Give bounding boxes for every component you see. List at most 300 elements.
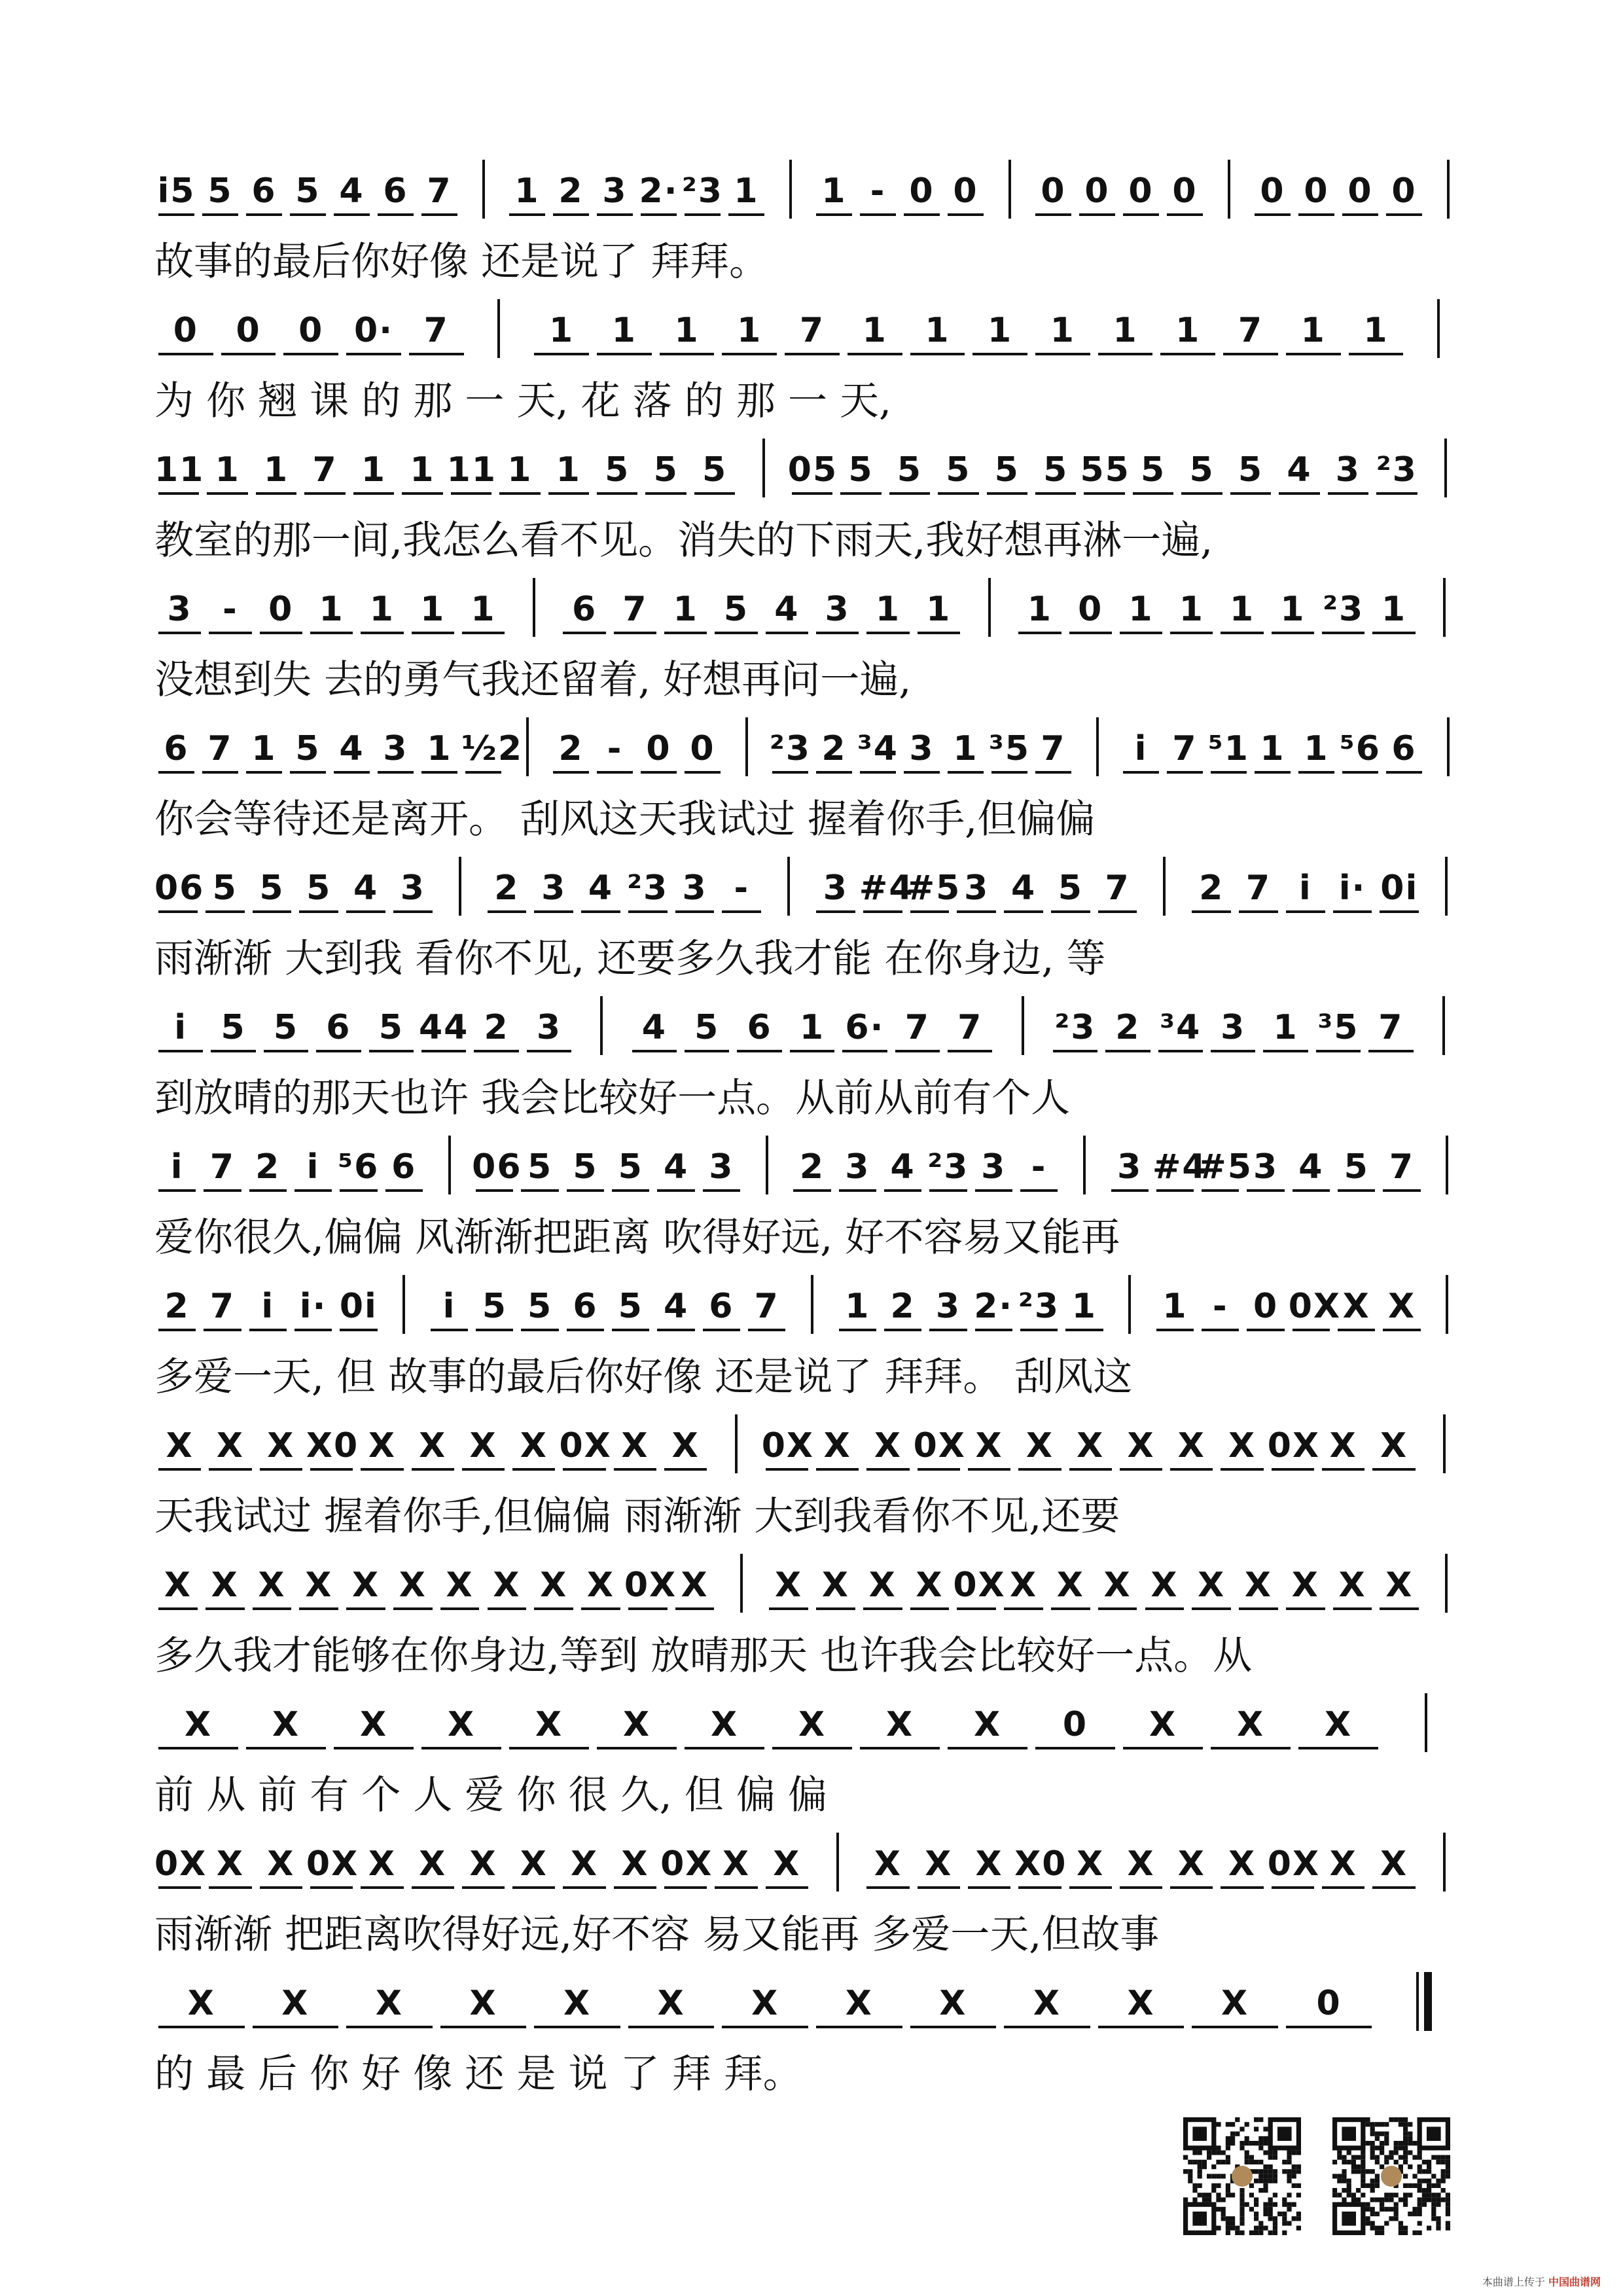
note-underline [722,2026,808,2028]
note: 1 [1363,311,1389,350]
note-underline [1202,1189,1239,1192]
note: 0 [909,171,935,211]
qr-module [1249,2193,1254,2197]
qr-module [1380,2122,1384,2126]
note: 06 [472,1147,522,1187]
note: 2 [558,729,584,768]
note: X [1103,1566,1132,1605]
qr-module [1351,2169,1356,2174]
note: X [681,1566,709,1605]
note-underline [918,1886,960,1889]
bar-line [1228,160,1230,219]
qr-module [1389,2207,1393,2212]
qr-module [1399,2164,1403,2169]
note: 0X [1267,1426,1321,1465]
qr-module [1384,2207,1389,2212]
qr-module [1418,2197,1422,2202]
note: 1 [1162,1287,1188,1326]
qr-module [1380,2231,1384,2235]
note: 1 [556,450,581,490]
qr-module [1436,2155,1440,2160]
qr-module [1221,2150,1226,2155]
note: 06 [154,869,205,908]
qr-module [1183,2155,1188,2160]
final-bar-thin [1416,1972,1419,2031]
qr-module [1254,2169,1258,2174]
qr-module [1254,2179,1258,2183]
bar-line [1445,857,1448,916]
qr-module [1365,2117,1370,2122]
note-underline [409,353,464,355]
note-underline [1111,1189,1149,1192]
qr-module [1380,2150,1384,2155]
note-underline [816,910,855,913]
note: 5 [295,171,321,211]
note: 7 [1041,729,1066,768]
qr-module [1403,2126,1408,2131]
note: 7 [427,171,452,211]
note: ⁵6 [338,1147,380,1187]
bar-line [448,1136,451,1194]
qr-module [1427,2169,1431,2174]
qr-module [1263,2174,1268,2178]
lyrics-line: 多久我才能够在你身边,等到 放晴那天 也许我会比较好一点。从 [154,1633,1253,1679]
qr-module [1273,2202,1277,2207]
qr-module [1263,2150,1268,2155]
qr-module [1332,2174,1337,2178]
note-underline [957,1607,996,1610]
note: 1 [737,311,762,350]
qr-module [1403,2226,1408,2231]
notation-row [154,145,1470,217]
qr-module [1263,2164,1268,2169]
note: 3 [935,1287,961,1326]
lyrics-line: 多爱一天, 但 故事的最后你好像 还是说了 拜拜。 刮风这 [154,1354,1133,1400]
qr-module [1287,2207,1291,2212]
qr-module [1380,2226,1384,2231]
note: 5 [1141,450,1166,490]
note: 1 [862,311,887,350]
note-underline [421,1747,501,1749]
qr-module [1245,2122,1249,2126]
note: X [671,1426,700,1465]
qr-module [1347,2188,1351,2193]
note-underline [1293,1189,1330,1192]
note: 0i [339,1287,378,1326]
note: X [823,1426,851,1465]
qr-module [1211,2183,1216,2188]
qr-module [1384,2221,1389,2225]
note: #5 [1198,1147,1253,1187]
note-underline [918,1468,960,1471]
note: 2 [255,1147,281,1187]
note-underline [840,492,881,495]
notation-row [154,1958,1470,2030]
qr-module [1412,2207,1417,2212]
qr-module [1436,2221,1440,2225]
note: 5 [1058,869,1083,908]
note: 0 [298,311,324,350]
qr-module [1394,2212,1399,2216]
qr-module [1389,2117,1393,2122]
note: i· [1338,869,1366,908]
qr-module [1403,2150,1408,2155]
note: X [1056,1566,1084,1605]
note: 5 [1344,1147,1369,1187]
note-underline [209,1886,251,1889]
note: i [174,1008,188,1047]
qr-module [1226,2231,1230,2235]
note-underline [488,910,527,913]
note-underline [1239,910,1278,913]
note-underline [581,910,620,913]
note-underline [553,771,589,774]
qr-module [1273,2216,1277,2221]
note-underline [1051,910,1090,913]
note-underline [685,213,721,216]
qr-module [1375,2145,1380,2150]
note: 3 [167,590,192,629]
qr-module [1351,2164,1356,2169]
note: 2 [821,729,847,768]
note-underline [1328,492,1368,495]
note-underline [246,1747,326,1749]
qr-module [1351,2193,1356,2197]
qr-module [1282,2216,1287,2221]
qr-module [1370,2221,1375,2225]
qr-module [1436,2193,1440,2197]
qr-module [1403,2141,1408,2145]
qr-module [1403,2136,1408,2141]
note-underline [1286,910,1325,913]
note: X [368,1426,396,1465]
note: 3 [1253,1147,1279,1187]
qr-module [1370,2179,1375,2183]
qr-module [1403,2202,1408,2207]
qr-module [1351,2155,1356,2160]
note: 7 [1105,869,1130,908]
note: ⁵6 [1340,729,1381,768]
qr-module [1394,2150,1399,2155]
note: X [1127,1426,1155,1465]
qr-module [1380,2164,1384,2169]
qr-module [1418,2183,1422,2188]
note-underline [1211,1050,1255,1052]
note-underline [889,492,930,495]
note: 5 [694,1008,720,1047]
bar-line [740,1554,743,1613]
qr-module [1441,2155,1446,2160]
qr-finder-inner [1427,2126,1441,2141]
qr-module [1249,2231,1254,2235]
qr-module [1221,2216,1226,2221]
note: 1 [875,590,901,629]
note: X [216,1844,244,1884]
note: 0 [1316,1984,1342,2023]
note: X [1236,1705,1265,1744]
qr-module [1240,2197,1244,2202]
note-underline [1386,213,1422,216]
note-underline [378,213,414,216]
qr-module [1394,2145,1399,2150]
qr-module [1192,2183,1197,2188]
note: 2 [558,171,584,211]
qr-module [1399,2221,1403,2225]
qr-module [1446,2212,1450,2216]
note-underline [361,632,403,634]
note-underline [1376,492,1417,495]
qr-module [1296,2169,1301,2174]
note: 5 [221,1008,246,1047]
note: X [520,1844,548,1884]
note-underline [509,213,545,216]
note: 0X [660,1844,713,1884]
note: 3 [964,869,990,908]
qr-module [1287,2221,1291,2225]
qr-module [1216,2226,1221,2231]
qr-module [1431,2193,1436,2197]
note-underline [816,213,852,216]
note-underline [664,632,707,634]
note-underline [204,1189,241,1192]
note-underline [527,1050,571,1052]
qr-module [1446,2207,1450,2212]
qr-module [1235,2132,1240,2136]
note: 44 [419,1008,469,1047]
footer-uploaded-text: 本曲谱上传于 [1482,2276,1545,2288]
note-underline [1316,1050,1361,1052]
note-underline [1084,492,1124,495]
qr-module [1198,2164,1202,2169]
note-underline [614,632,656,634]
note: 0 [1304,171,1329,211]
qr-module [1240,2221,1244,2225]
note: 4 [339,729,365,768]
note: X [446,1566,474,1605]
qr-module [1342,2188,1346,2193]
note-underline [567,1189,604,1192]
bar-line [762,439,765,497]
note: 1 [549,311,575,350]
note: i [1298,869,1312,908]
qr-module [1394,2160,1399,2164]
note-underline [421,771,457,774]
note-underline [904,213,940,216]
qr-module [1403,2231,1408,2235]
qr-module [1403,2183,1408,2188]
note: 5 [207,171,233,211]
note: - [223,590,238,629]
note-underline [641,213,677,216]
note-underline [158,1189,196,1192]
qr-module [1230,2193,1235,2197]
footer-brand: 中国曲谱网 [1548,2276,1601,2288]
note: 1 [1175,311,1201,350]
qr-module [1380,2197,1384,2202]
qr-module [1408,2164,1412,2169]
note-underline [948,1050,992,1052]
qr-module [1198,2160,1202,2164]
note: 4 [890,1147,916,1187]
note: 0 [1172,171,1198,211]
note: X [1221,1984,1249,2023]
note-underline [158,1468,201,1471]
note: 1 [1381,590,1407,629]
note-underline [737,1050,781,1052]
note-underline [1247,1189,1284,1192]
qr-module [1399,2122,1403,2126]
note-underline [385,1189,423,1192]
qr-module [1268,2174,1273,2178]
note-underline [260,1468,302,1471]
qr-module [1408,2132,1412,2136]
note-underline [249,1189,287,1192]
note: 3 [383,729,408,768]
note-underline [1298,213,1334,216]
note-underline [628,910,668,913]
note-underline [440,1607,480,1610]
qr-module [1408,2122,1412,2126]
final-bar-thick [1424,1972,1432,2031]
note-underline [1286,353,1341,355]
qr-module [1268,2150,1273,2155]
note: 7 [209,1147,236,1187]
note-underline [910,2026,997,2028]
qr-module [1292,2164,1296,2169]
note: 1 [420,590,446,629]
qr-module [1361,2160,1365,2164]
note-underline [1293,1329,1330,1331]
note: 5 [1238,450,1264,490]
qr-module [1216,2150,1221,2155]
qr-module [1332,2188,1337,2193]
note: X [493,1566,521,1605]
qr-module [1418,2188,1422,2193]
qr-module [1235,2226,1240,2231]
note-underline [792,492,832,495]
note: 1 [1304,729,1329,768]
note-underline [1221,632,1263,634]
note-underline [1298,1747,1378,1749]
qr-module [1375,2183,1380,2188]
notation-row [154,1539,1470,1611]
note: X [1342,1287,1370,1326]
qr-module [1296,2150,1301,2155]
note: - [1212,1287,1228,1326]
notation-row [154,1818,1470,1890]
qr-module [1192,2188,1197,2193]
note-underline [346,910,385,913]
note: X [586,1566,615,1605]
note: 3 [541,869,567,908]
note-underline [1123,771,1159,774]
note-underline [1035,213,1071,216]
qr-module [1370,2122,1375,2126]
bar-line [836,1833,839,1892]
note: 5 [482,1287,507,1326]
qr-module [1296,2212,1301,2216]
qr-module [1370,2150,1375,2155]
lyrics-line: 前 从 前 有 个 人 爱 你 很 久, 但 偏 偏 [154,1772,827,1818]
note: 4 [641,1008,667,1047]
qr-module [1418,2212,1422,2216]
qr-module [1216,2207,1221,2212]
qr-module [1273,2221,1277,2225]
note: - [1031,1147,1047,1187]
bar-line [745,717,748,776]
note: X [1026,1426,1054,1465]
note: 6 [573,1287,598,1326]
bar-line [1446,1275,1448,1334]
note-underline [895,1050,940,1052]
qr-module [1347,2160,1351,2164]
qr-module [1394,2141,1399,2145]
qr-module [1198,2150,1202,2155]
note: 5 [1043,450,1069,490]
note: 2 [164,1287,190,1326]
lyrics-line: 爱你很久,偏偏 风渐渐把距离 吹得好远, 好不容易又能再 [154,1215,1120,1261]
note-underline [310,632,353,634]
qr-module [1351,2160,1356,2164]
qr-module [1446,2174,1450,2178]
lyrics-line: 的 最 后 你 好 像 还 是 说 了 拜 拜。 [154,2051,802,2097]
qr-module [1436,2160,1440,2164]
note: 6 [251,171,277,211]
note-underline [972,353,1027,355]
note-underline [1018,632,1061,634]
note-underline [657,1189,694,1192]
note: X0 [306,1426,359,1465]
qr-module [1412,2231,1417,2235]
note: 1 [799,1008,825,1047]
note: 7 [1389,1147,1415,1187]
note: 11 [154,450,205,490]
note: 5 [259,869,285,908]
qr-module [1337,2155,1342,2160]
note-underline [249,1329,287,1331]
note-underline [1272,1468,1314,1471]
note-underline [866,1468,909,1471]
qr-module [1258,2136,1263,2141]
note-underline [816,2026,902,2028]
qr-module [1198,2193,1202,2197]
note: 4 [663,1147,689,1187]
note: X [1329,1844,1357,1884]
note: 0 [1128,171,1154,211]
qr-module [1202,2164,1207,2169]
note-underline [211,1050,255,1052]
qr-module [1268,2207,1273,2212]
qr-module [1342,2197,1346,2202]
qr-module [1446,2226,1450,2231]
qr-module [1263,2207,1268,2212]
note: X [359,1705,388,1744]
note-underline [785,353,840,355]
qr-module [1282,2160,1287,2164]
note-underline [1035,492,1076,495]
note: X [164,1566,192,1605]
note: 5 [212,869,238,908]
note-underline [1221,1468,1263,1471]
note: 6 [391,1147,417,1187]
notation-row [154,703,1470,775]
qr-module [1361,2169,1365,2174]
qr-module [1207,2150,1211,2155]
qr-module [1240,2216,1244,2221]
qr-module [1230,2141,1235,2145]
bar-line [1447,717,1450,776]
note: 2 [494,869,520,908]
